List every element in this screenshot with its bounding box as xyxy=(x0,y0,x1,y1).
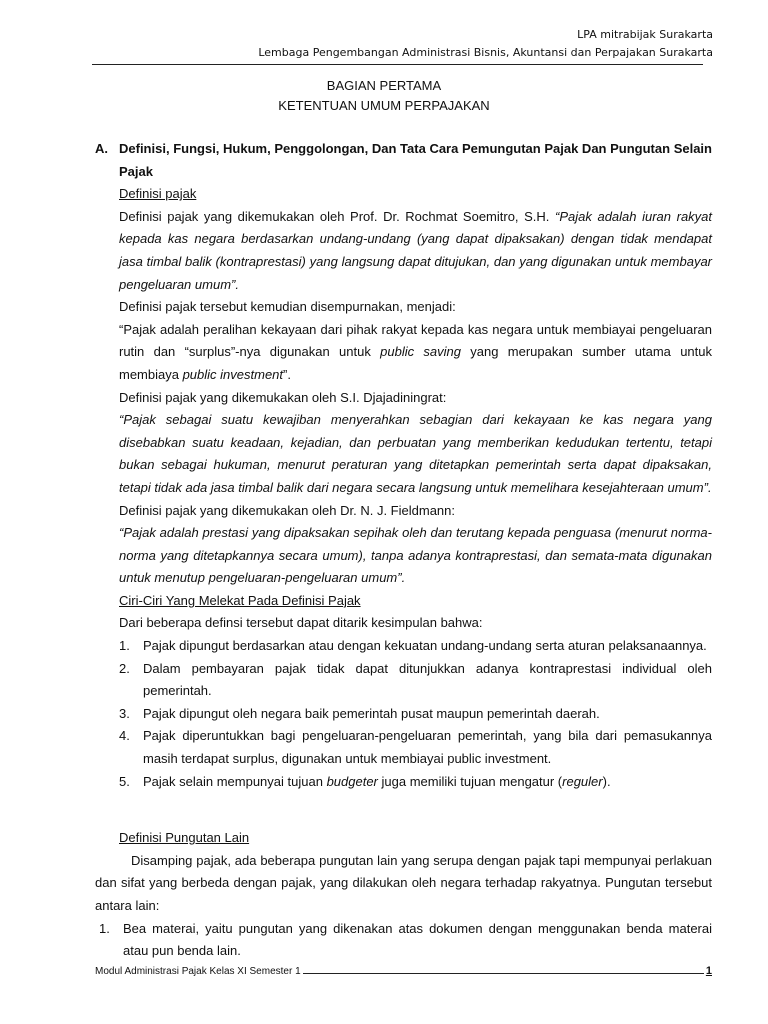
header-org-full: Lembaga Pengembangan Administrasi Bisnis, Akuntansi dan Perpajakan Surakarta xyxy=(258,46,713,59)
definition-fieldmann-quote xyxy=(119,522,712,590)
list-item-text: Dalam pembayaran pajak tidak dapat ditunjukkan adanya kontraprestasi individual oleh pemerintah. xyxy=(143,660,712,699)
page-header xyxy=(258,26,713,62)
list-item xyxy=(119,635,712,658)
section-heading xyxy=(95,138,712,183)
definition-djajadiningrat-quote xyxy=(119,409,712,499)
list-item-number: 2. xyxy=(119,660,130,676)
ciri5-part1: Pajak selain mempunyai tujuan xyxy=(143,773,327,789)
term-public-investment: public investment xyxy=(182,366,284,382)
definition-soemitro-intro: Definisi pajak yang dikemukakan oleh Prof. Dr. Rochmat Soemitro, S.H. xyxy=(119,208,556,224)
list-item-text: Pajak diperuntukkan bagi pengeluaran-pengeluaran pemerintah, yang bila dari pemasukannya masih terdapat surplus, digunakan untuk membiayai public investment. xyxy=(143,728,712,767)
chapter-title: KETENTUAN UMUM PERPAJAKAN xyxy=(278,98,490,113)
pungutan-list xyxy=(99,918,712,963)
list-item xyxy=(119,658,712,703)
section-heading-text: Definisi, Fungsi, Hukum, Penggolongan, Dan Tata Cara Pemungutan Pajak Dan Pungutan Selain Pajak xyxy=(119,141,712,179)
definition-refined-part1: “Pajak adalah peralihan kekayaan dari pihak rakyat kepada kas negara untuk membiayai pengeluaran rutin dan “surplus”-nya digunakan untuk xyxy=(119,321,712,360)
page-footer xyxy=(95,965,712,977)
definition-soemitro-quote: “Pajak adalah iuran rakyat kepada kas negara berdasarkan undang-undang (yang dapat dipaksakan) dengan tidak mendapat jasa timbal balik (kontraprestasi) yang langsung dapat ditujukan, dan yang digunakan untuk membayar pengeluaran umum”. xyxy=(119,208,713,292)
definition-refined xyxy=(119,319,712,387)
pungutan-paragraph: Disamping pajak, ada beberapa pungutan lain yang serupa dengan pajak tapi mempunyai perlakuan dan sifat yang berbeda dengan pajak, yang dilakukan oleh negara terhadap rakyatnya. Pungutan tersebut antara lain: xyxy=(95,852,712,913)
term-public-saving: public saving xyxy=(380,344,461,360)
ciri-intro: Dari beberapa definsi tersebut dapat ditarik kesimpulan bahwa: xyxy=(119,615,483,631)
definition-refined-part3: ”. xyxy=(283,366,291,382)
list-item-text: Bea materai, yaitu pungutan yang dikenakan atas dokumen dengan menggunakan benda materai atau pun benda lain. xyxy=(123,920,712,959)
document-body xyxy=(95,138,712,963)
term-reguler: reguler xyxy=(562,773,603,789)
subheading-pungutan-lain: Definisi Pungutan Lain xyxy=(119,830,250,846)
definition-refined-intro: Definisi pajak tersebut kemudian disempurnakan, menjadi: xyxy=(119,299,456,315)
subheading-definisi-pajak: Definisi pajak xyxy=(119,186,197,202)
list-item-number: 1. xyxy=(119,638,130,654)
djajadiningrat-quote-text: “Pajak sebagai suatu kewajiban menyerahkan sebagian dari kekayaan ke kas negara yang disebabkan suatu keadaan, kejadian, dan perbuatan yang memberikan kedudukan tertentu, tetapi bukan sebagai hukuman, menurut peraturan yang ditetapkan pemerintah serta dapat dipaksakan, tetapi tidak ada jasa timbal balik dari negara secara langsung untuk memelihara kesejahteraan umum”. xyxy=(119,412,712,495)
fieldmann-quote-text: “Pajak adalah prestasi yang dipaksakan sepihak oleh dan terutang kepada penguasa (menurut norma-norma yang ditetapkannya secara umum), tanpa adanya kontraprestasi, dan semata-mata digunakan untuk menutup pengeluaran-pengeluaran umum”. xyxy=(119,525,712,586)
header-divider xyxy=(92,64,703,65)
list-item-text: Pajak dipungut oleh negara baik pemerintah pusat maupun pemerintah daerah. xyxy=(143,705,600,721)
ciri-list xyxy=(119,635,712,793)
definition-soemitro xyxy=(119,206,712,296)
ciri5-part3: ). xyxy=(602,773,611,789)
list-item-number: 4. xyxy=(119,728,130,744)
footer-rule xyxy=(303,973,704,974)
header-org: LPA mitrabijak Surakarta xyxy=(577,28,713,41)
list-item-text: Pajak dipungut berdasarkan atau dengan kekuatan undang-undang serta aturan pelaksanaannya. xyxy=(143,638,707,654)
list-item-number: 5. xyxy=(119,773,130,789)
list-item xyxy=(99,918,712,963)
section-letter: A. xyxy=(95,141,108,156)
list-item-number: 3. xyxy=(119,705,130,721)
definition-refined-part2: yang merupakan sumber utama untuk membiaya xyxy=(119,344,712,382)
footer-module-label: Modul Administrasi Pajak Kelas XI Semester 1 xyxy=(95,966,301,977)
term-budgeter: budgeter xyxy=(326,773,378,789)
list-item xyxy=(119,703,712,726)
list-item xyxy=(119,771,712,794)
subheading-ciri-ciri: Ciri-Ciri Yang Melekat Pada Definisi Pajak xyxy=(119,592,361,608)
list-item-text xyxy=(143,771,712,794)
list-item-number: 1. xyxy=(99,920,110,936)
ciri5-part2: juga memiliki tujuan mengatur ( xyxy=(377,773,563,789)
definition-djajadiningrat-intro: Definisi pajak yang dikemukakan oleh S.I. Djajadiningrat: xyxy=(119,389,447,405)
list-item xyxy=(119,725,712,770)
page-number: 1 xyxy=(705,965,712,977)
part-title: BAGIAN PERTAMA xyxy=(326,78,442,93)
definition-fieldmann-intro: Definisi pajak yang dikemukakan oleh Dr. N. J. Fieldmann: xyxy=(119,502,455,518)
